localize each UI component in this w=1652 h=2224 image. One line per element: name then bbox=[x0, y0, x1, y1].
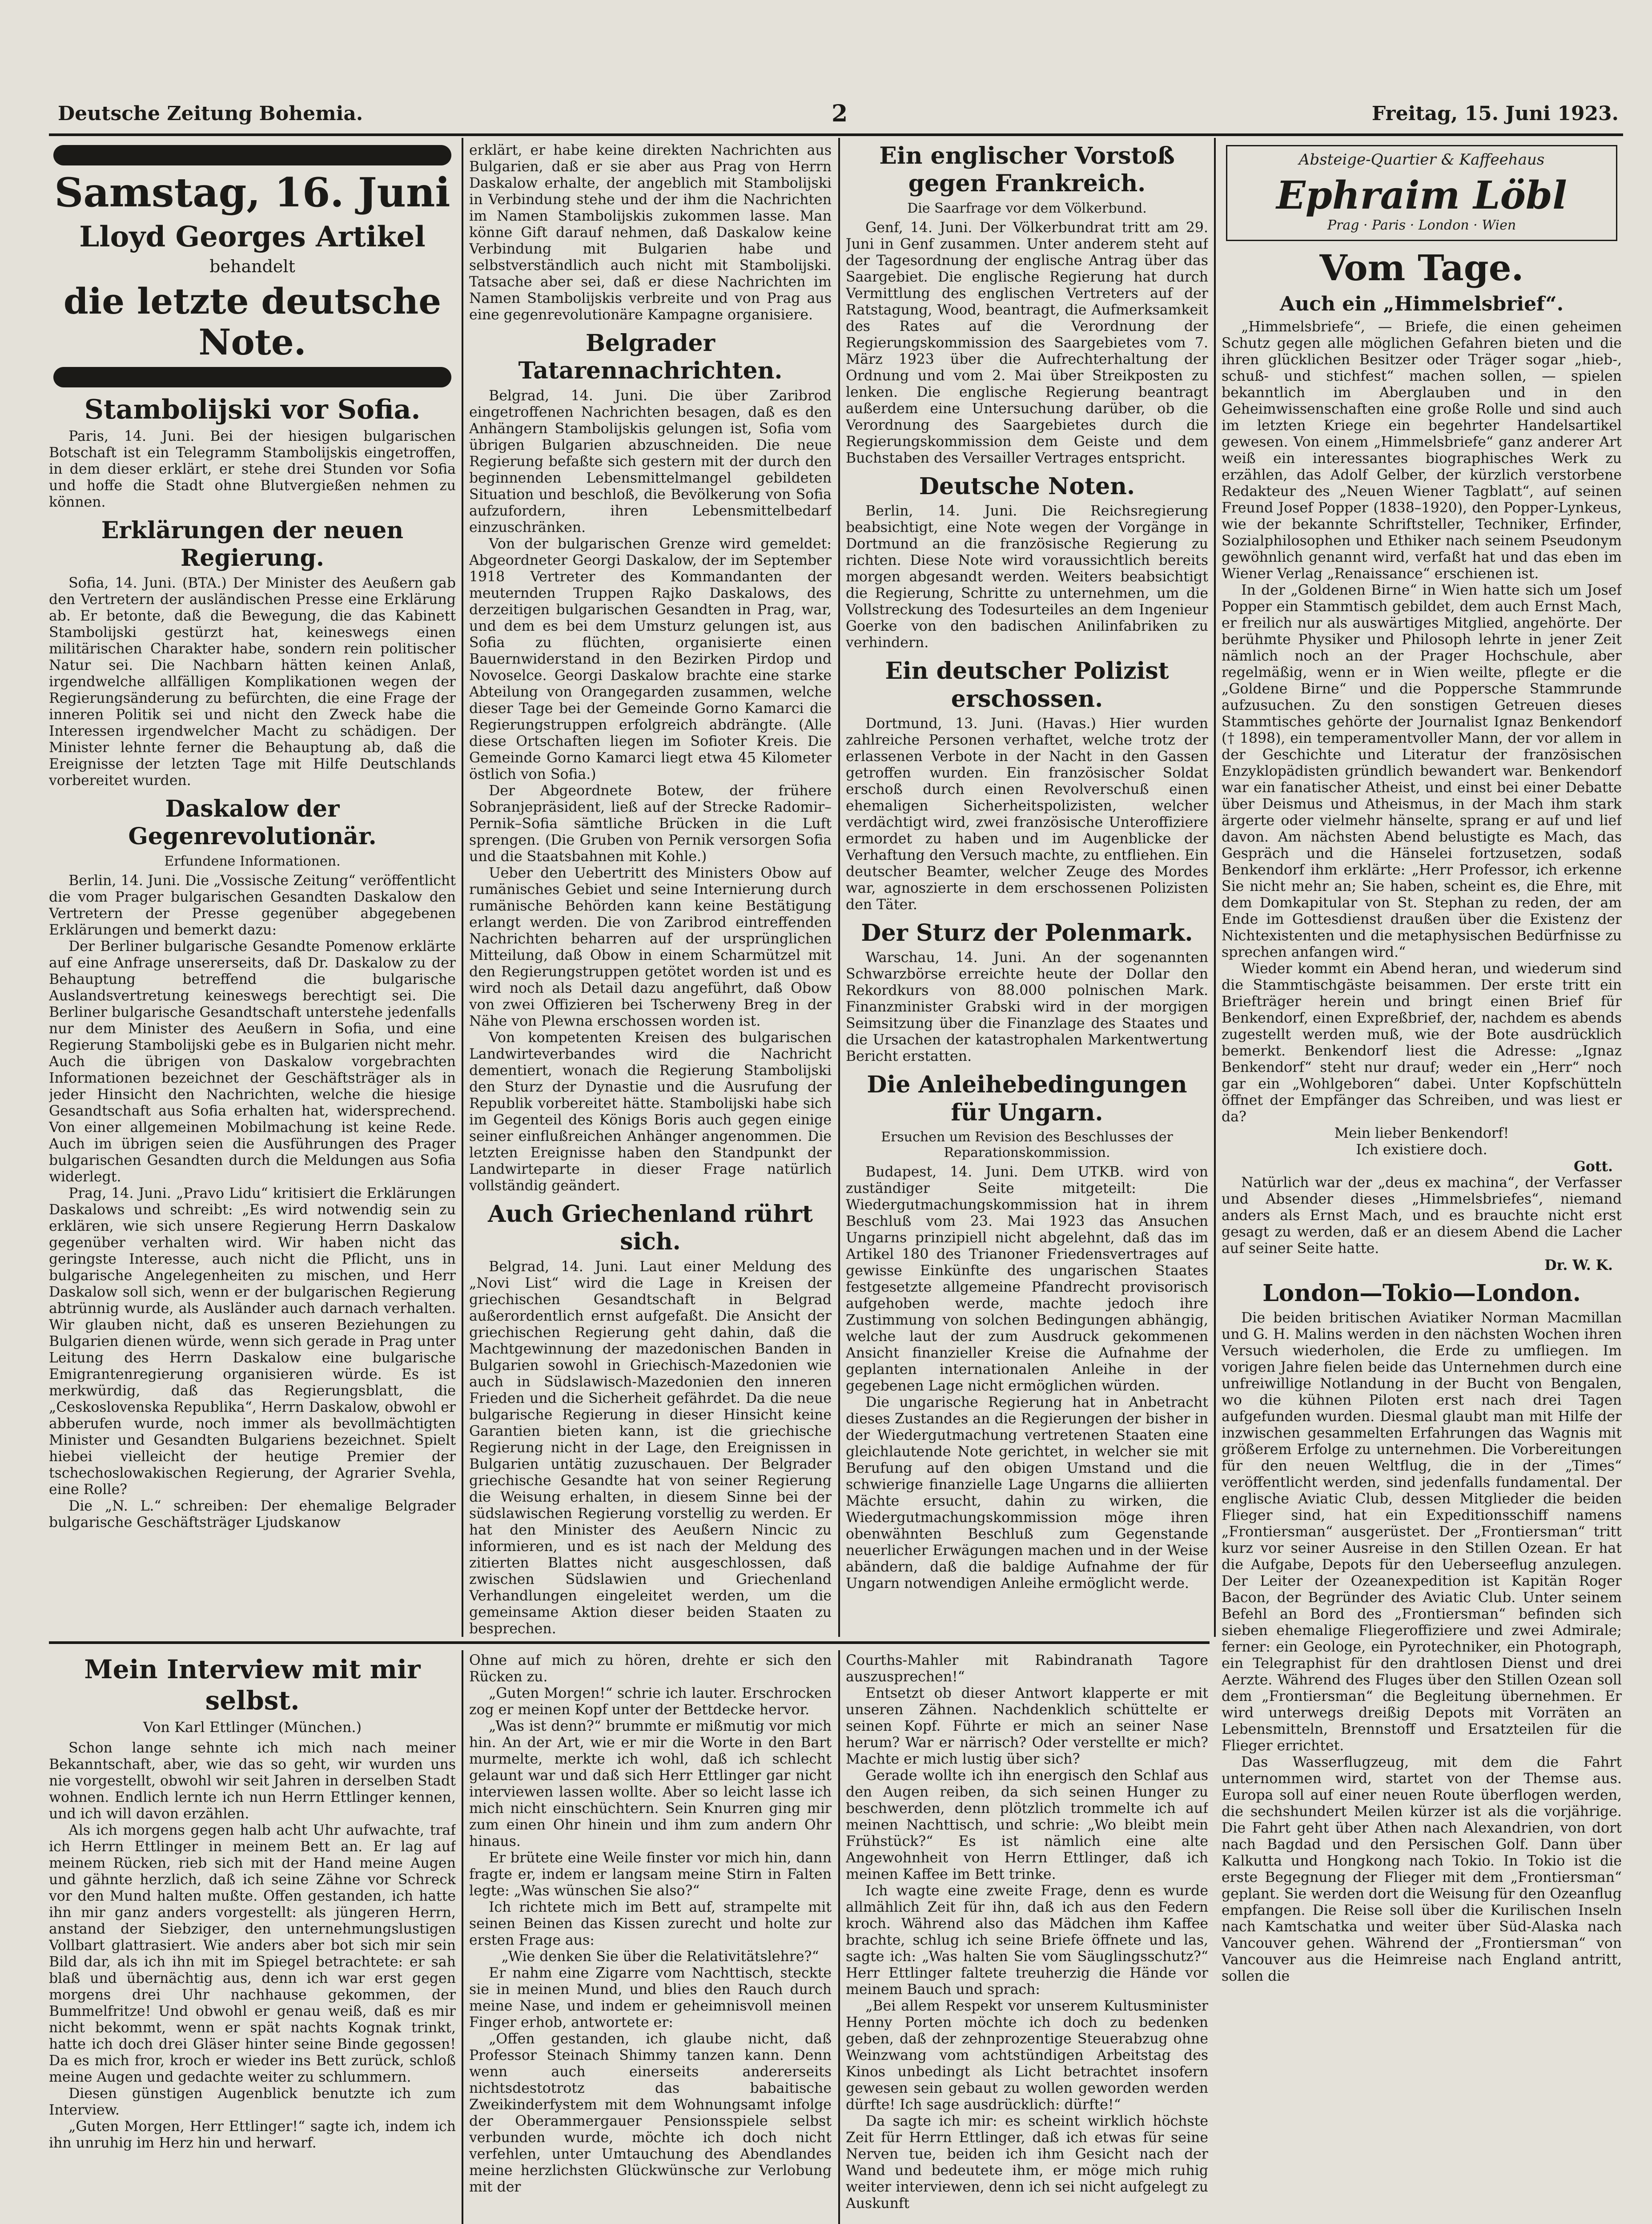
feuilleton-paragraph: Er brütete eine Weile finster vor mich hin, dann fragte er, indem er langsam meine Stirn in Falten legte: „Was wünschen Sie also?“ bbox=[469, 1850, 832, 1899]
decorative-bar bbox=[53, 145, 451, 165]
masthead bbox=[49, 85, 1623, 136]
letter-signature: Gott. bbox=[1574, 1158, 1613, 1175]
ad-tagline: Absteige-Quartier & Kaffeehaus bbox=[1298, 151, 1545, 169]
feuilleton-paragraph: „Bei allem Respekt vor unserem Kultusminister Henny Porten möchte ich doch zu bedenken geben, daß der zehnprozentige Steuerabzug ohne Weinzwang vom achtstündigen Arbeitstag des Kinos unbedingt als Licht betrachtet insofern gewesen sein gebaut zu wollen geworden werden dürfte! Ich sage ausdrücklich: dürfte!“ bbox=[846, 1998, 1208, 2113]
feuilleton-paragraph: Courths-Mahler mit Rabindranath Tagore auszusprechen!“ bbox=[846, 1652, 1208, 1685]
article-paragraph: Paris, 14. Juni. Bei der hiesigen bulgarischen Botschaft ist ein Telegramm Stambolijskis eingetroffen, in dem dieser erklärt, er stehe drei Stunden vor Sofia und hoffe die Stadt ohne Blutvergießen nehmen zu können. bbox=[49, 428, 456, 511]
paper-name: Deutsche Zeitung Bohemia. bbox=[58, 102, 363, 125]
article-paragraph: Von kompetenten Kreisen des bulgarischen Landwirteverbandes wird die Nachricht dementiert, wonach die Regierung Stambolijski den Sturz der Dynastie und die Ausrufung der Republik vorbereitet hätte. Stambolijski habe sich im Gegenteil des Königs Boris auch gegen einige seiner einflußreichen Anhänger angenommen. Die letzten Ereignisse haben den Standpunkt der Landwirteparte in dieser Frage natürlich vollständig geändert. bbox=[469, 1029, 832, 1194]
issue-date: Freitag, 15. Juni 1923. bbox=[1371, 102, 1619, 125]
feuilleton-paragraph: „Guten Morgen!“ schrie ich lauter. Erschrocken zog er meinen Kopf unter der Bettdecke hervor. bbox=[469, 1685, 832, 1718]
article-heading: Auch ein „Himmelsbrief“. bbox=[1279, 293, 1564, 315]
article-paragraph: Von der bulgarischen Grenze wird gemeldet: Abgeordneter Georgi Daskalow, der im September 1918 Vertreter des Kommandanten der meuternden Truppen Rajko Daskalows, des derzeitigen bulgarischen Gesandten in Prag, war, und dem es bei dem Umsturz gelungen ist, aus Sofia zu flüchten, organisierte einen Bauernwiderstand in den Bezirken Pirdop und Novoselce. Georgi Daskalow brachte eine starke Abteilung von Orangegarden zusammen, welche dieser Tage bei der Gemeinde Gorno Kamarci die Regierungstruppen erfolgreich abdrängte. (Alle diese Ortschaften liegen im Sofioter Kreis. Die Gemeinde Gorno Kamarci liegt etwa 45 Kilometer östlich von Sofia.) bbox=[469, 536, 832, 782]
feuilleton-column-1 bbox=[49, 1652, 456, 2224]
feuilleton-paragraph: Ich wagte eine zweite Frage, denn es wurde allmählich Zeit für ihn, daß ich aus den Federn kroch. Während also das Mädchen ihm Kaffee brachte, schlug ich seine Briefe öffnete und las, sagte ich: „Was halten Sie vom Säuglingsschutz?“ Herr Ettlinger faltete treuherzig die Hände vor meinem Bauch und sprach: bbox=[846, 1883, 1208, 1998]
article-heading: Die Anleihebedingungen für Ungarn. bbox=[867, 1071, 1187, 1126]
decorative-bar bbox=[53, 367, 451, 387]
column-rule bbox=[838, 138, 840, 1637]
feuilleton-rule bbox=[49, 1641, 1210, 1644]
date-heading: Samstag, 16. Juni bbox=[54, 169, 450, 216]
feuilleton-paragraph: Er nahm eine Zigarre vom Nachttisch, steckte sie in meinen Mund, und blies den Rauch durch meine Nase, und indem er geheimnisvoll meinen Finger erhob, antwortete er: bbox=[469, 1965, 832, 2031]
feuilleton-column-2 bbox=[469, 1652, 832, 2224]
article-paragraph: Die ungarische Regierung hat in Anbetracht dieses Zustandes an die Regierungen der bisher in der Wiedergutmachung vertretenen Staaten eine gleichlautende Note gerichtet, in welcher sie mit Berufung auf den obigen Umstand und die schwierige finanzielle Lage Ungarns die alliierten Mächte ersucht, dahin zu wirken, die Wiedergutmachungskommission möge ihren obenwähnten Beschluß zum Gegenstande neuerlicher Erwägungen machen und in der Weise abändern, daß die baldige Aufnahme der für Ungarn notwendigen Anleihe ermöglicht werde. bbox=[846, 1394, 1208, 1592]
feuilleton-paragraph: Gerade wollte ich ihn energisch den Schlaf aus den Augen reiben, da sich seinen Hunger zu beschwerden, denn plötzlich trommelte ich auf meinen Nachttisch, und schrie: „Wo bleibt mein Frühstück?“ Es ist nämlich eine alte Angewohnheit von Herrn Ettlinger, daß ich meinen Kaffee im Bett trinke. bbox=[846, 1768, 1208, 1882]
article-heading: Der Sturz der Polenmark. bbox=[861, 919, 1193, 947]
feuilleton-paragraph: Diesen günstigen Augenblick benutzte ich zum Interview. bbox=[49, 2086, 456, 2119]
article-paragraph: Prag, 14. Juni. „Pravo Lidu“ kritisiert die Erklärungen Daskalows und schreibt: „Es wird notwendig sein zu erklären, wie sich unsere Regierung Herrn Daskalow gegenüber verhalten wird. Wir haben nicht das geringste Interesse, auch nicht die Pflicht, uns in bulgarische Angelegenheiten zu mischen, und Herr Daskalow soll sich, wenn er der bulgarischen Regierung abtrünnig wurde, als Ausländer auch darnach verhalten. Wir glauben nicht, daß es unseren Beziehungen zu Bulgarien dienen würde, wenn sich gerade in Prag unter Leitung des Herrn Daskalow eine bulgarische Emigrantenregierung organisieren würde. Es ist merkwürdig, daß das Regierungsblatt, die „Ceskoslovenska Republika“, Herrn Daskalow, obwohl er abberufen wurde, noch immer als bevollmächtigten Minister und Gesandten Bulgariens bezeichnet. Spielt hiebei vielleicht der heutige Premier der tschechoslowakischen Regierung, der Agrarier Svehla, eine Rolle? bbox=[49, 1185, 456, 1498]
article-paragraph: Natürlich war der „deus ex machina“, der Verfasser und Absender dieses „Himmelsbriefes“, niemand anders als Ernst Mach, und es brauchte nicht erst gesagt zu werden, daß er an diesem Abend die Lacher auf seiner Seite hatte. bbox=[1222, 1174, 1622, 1257]
article-subheading: Ersuchen um Revision des Beschlusses der Reparationskommission. bbox=[881, 1129, 1173, 1161]
section-heading: Vom Tage. bbox=[1319, 247, 1524, 289]
ad-cities: Prag · Paris · London · Wien bbox=[1327, 218, 1516, 233]
article-paragraph: Warschau, 14. Juni. An der sogenannten Schwarzbörse erreichte heute der Dollar den Rekordkurs von 88.000 polnischen Mark. Finanzminister Grabski wird in der morgigen Seimsitzung über die Finanzlage des Staates und die Ursachen der katastrophalen Markentwertung Bericht erstatten. bbox=[846, 950, 1208, 1065]
feuilleton-paragraph: „Offen gestanden, ich glaube nicht, daß Professor Steinach Shimmy tanzen kann. Denn wenn auch einerseits andererseits nichtsdestotrotz das babaitische Zweikinderfystem mit dem Wohnungsamt infolge der Oberammergauer Pensionsspiele selbst verbunden wurde, möchte ich doch nicht verfehlen, unter Umtauchung des Abendlandes meine herzlichsten Glückwünsche zur Verlobung mit der bbox=[469, 2031, 832, 2195]
article-heading: Ein englischer Vorstoß gegen Frankreich. bbox=[879, 142, 1175, 197]
article-paragraph: Belgrad, 14. Juni. Laut einer Meldung des „Novi List“ wird die Lage in Kreisen der griechischen Gesandtschaft in Belgrad außerordentlich ernst aufgefaßt. Die Ansicht der griechischen Regierung geht dahin, daß die Machtgewinnung der mazedonischen Banden in Bulgarien sowohl in Griechisch-Mazedonien wie auch in Südslawisch-Mazedonien den inneren Frieden und die Sicherheit gefährdet. Da die neue bulgarische Regierung in dieser Hinsicht keine Garantien bieten kann, ist die griechische Regierung nicht in der Lage, den Ereignissen in Bulgarien untätig zuzuschauen. Der Belgrader griechische Gesandte hat von seiner Regierung die Weisung erhalten, in diesem Sinne bei der südslawischen Regierung vorstellig zu werden. Er hat den Minister des Aeußern Nincic zu informieren, und es ist nach der Meldung des zitierten Blattes nicht ausgeschlossen, daß zwischen Südslawien und Griechenland Verhandlungen eingeleitet werden, um die gemeinsame Aktion dieser beiden Staaten zu besprechen. bbox=[469, 1258, 832, 1637]
page-number: 2 bbox=[832, 100, 848, 127]
column-rule bbox=[462, 1650, 463, 2224]
article-paragraph: Das Wasserflugzeug, mit dem die Fahrt unternommen wird, startet von der Themse aus. Europa soll auf einer neuen Route überflogen werden, die sechshundert Meilen kürzer ist als die vorjährige. Die Fahrt geht über Athen nach Alexandrien, von dort nach Bagdad und den Persischen Golf. Dann über Kalkutta und Hongkong nach Tokio. In Tokio ist die erste Begegnung der Flieger mit dem „Frontiersman“ geplant. Sie werden dort die Weisung für den Ozeanflug empfangen. Die Reise soll über die Kurilischen Inseln nach Kamtschatka und weiter über Süd-Alaska nach Vancouver gehen. Während der „Frontiersman“ von Vancouver aus die Heimreise nach England antritt, sollen die bbox=[1222, 1754, 1622, 1985]
column-4 bbox=[1222, 142, 1622, 2224]
feuilleton-heading: Mein Interview mit mir selbst. bbox=[84, 1654, 421, 1716]
author-initials: Dr. W. K. bbox=[1544, 1257, 1613, 1273]
feuilleton-paragraph: „Guten Morgen, Herr Ettlinger!“ sagte ich, indem ich ihn unruhig im Herz hin und herwarf. bbox=[49, 2119, 456, 2151]
article-paragraph: Genf, 14. Juni. Der Völkerbundrat tritt am 29. Juni in Genf zusammen. Unter anderem steht auf der Tagesordnung der englische Antrag über das Saargebiet. Die englische Regierung hat durch Vermittlung des englischen Vertreters auf der Ratstagung, Wood, beantragt, die Aufmerksamkeit des Rates auf die Verordnung der Regierungskommission des Saargebietes vom 7. März 1923 über die Aufrechterhaltung der Ordnung und vom 2. Mai über Streikposten zu lenken. Die englische Regierung beantragt außerdem eine Untersuchung darüber, ob die Verordnung des Saargebietes durch die Regierungskommission dem Geiste und dem Buchstaben des Versailler Vertrages entspricht. bbox=[846, 219, 1208, 466]
feuilleton-paragraph: „Wie denken Sie über die Relativitätslehre?“ bbox=[501, 1949, 819, 1965]
column-1 bbox=[49, 142, 456, 1637]
article-paragraph: Ueber den Uebertritt des Ministers Obow auf rumänisches Gebiet und seine Internierung durch rumänische Behörden kann keine Bestätigung erlangt werden. Die von Zaribrod eintreffenden Nachrichten beharren auf der ursprünglichen Mitteilung, daß Obow in einem Scharmützel mit den Regierungstruppen getötet worden ist und es wird noch als Detail dazu angeführt, daß Obow von zwei Offizieren bei Tscherweny Breg in der Nähe von Plewna erschossen worden ist. bbox=[469, 865, 832, 1029]
article-paragraph: In der „Goldenen Birne“ in Wien hatte sich um Josef Popper ein Stammtisch gebildet, dem auch Ernst Mach, er freilich nur als auswärtiges Mitglied, angehörte. Der berühmte Physiker und Philosoph lehrte in jener Zeit nämlich noch an der Prager Hochschule, aber regelmäßig, wenn er in Wien weilte, pflegte er die „Goldene Birne“ und die Poppersche Stammrunde aufzusuchen. Zu den sonstigen Getreuen dieses Stammtisches gehörte der Journalist Ignaz Benkendorf († 1898), ein temperamentvoller Mann, der vor allem in der Geschichte und Literatur der französischen Enzyklopädisten gründlich bewandert war. Benkendorf war ein fanatischer Atheist, und einst bei einer Debatte über Deismus und Atheismus, in der Mach ihm stark ärgerte oder vielmehr hänselte, sprang er auf und lief davon. Am nächsten Abend belustigte es Mach, das Gespräch und die Hänselei fortzusetzen, sodaß Benkendorf ihm erklärte: „Herr Professor, ich erkenne Sie nicht mehr an; Sie haben, scheint es, die Ehre, mit dem Domkapitular von St. Stephan zu reden, der am Ende im Gottesdienst draußen über die Existenz der Nichtexistenten und die metaphysischen Bedürfnisse zu sprechen anfangen wird.“ bbox=[1222, 582, 1622, 960]
advertisement-logo bbox=[1226, 145, 1617, 241]
article-paragraph: Wieder kommt ein Abend heran, und wiederum sind die Stammtischgäste beisammen. Der erste tritt ein Briefträger herein und bringt einen Brief für Benkendorf, einen Expreßbrief, der, nachdem es abends zugestellt werden muß, wie der Bote ausdrücklich bemerkt. Benkendorf liest die Adresse: „Ignaz Benkendorf“ steht nur drauf; weder ein „Herr“ noch gar ein „Wohlgeboren“ dabei. Unter Kopfschütteln öffnet der Empfänger das Schreiben, und was liest er da? bbox=[1222, 960, 1622, 1125]
article-paragraph: Budapest, 14. Juni. Dem UTKB. wird von zuständiger Seite mitgeteilt: Die Wiedergutmachungskommission hat in ihrem Beschluß vom 23. Mai 1923 das Ansuchen Ungarns prinzipiell nicht abgelehnt, daß das im Artikel 180 des Trianoner Friedensvertrages auf gewisse Einkünfte des ungarischen Staates festgesetzte allgemeine Pfandrecht provisorisch aufgehoben werde, machte jedoch ihre Zustimmung von solchen Bedingungen abhängig, welche laut der zum Ausdruck gekommenen Ansicht finanzieller Kreise die Aufnahme der geplanten internationalen Anleihe in der gegebenen Lage nicht ermöglichen würden. bbox=[846, 1164, 1208, 1394]
feuilleton-author: Von Karl Ettlinger (München.) bbox=[143, 1719, 362, 1736]
feuilleton-paragraph: „Was ist denn?“ brummte er mißmutig vor mich hin. An der Art, wie er mir die Worte in den Bart murmelte, merkte ich wohl, daß ich schlecht gelaunt war und daß sich Herr Ettlinger gar nicht interviewen lassen wollte. Aber so leicht lasse ich mich nicht einschüchtern. Sein Knurren ging mir zum einen Ohr hinein und ihm zum andern Ohr hinaus. bbox=[469, 1718, 832, 1849]
letter-body: Ich existiere doch. bbox=[1356, 1141, 1487, 1158]
article-heading: Daskalow der Gegenrevolutionär. bbox=[128, 795, 377, 850]
column-rule bbox=[462, 138, 463, 1637]
article-paragraph: Berlin, 14. Juni. Die „Vossische Zeitung“ veröffentlicht die vom Prager bulgarischen Gesandten Daskalow den Vertretern der Presse gegenüber abgegebenen Erklärungen und bemerkt dazu: bbox=[49, 872, 456, 938]
article-paragraph: Dortmund, 13. Juni. (Havas.) Hier wurden zahlreiche Personen verhaftet, welche trotz der erlassenen Verbote in der Nacht in den Gassen getroffen wurden. Ein französischer Soldat erschoß durch einen Revolverschuß einen ehemaligen Sicherheitspolizisten, welcher verdächtigt wird, zwei französische Unteroffiziere ermordet zu haben und im Augenblicke der Verhaftung den Versuch machte, zu entfliehen. Ein deutscher Beamter, welcher Zeuge des Mordes war, agnoszierte in dem erschossenen Polizisten den Täter. bbox=[846, 715, 1208, 913]
article-heading: Deutsche Noten. bbox=[919, 472, 1135, 500]
feuilleton-column-3 bbox=[846, 1652, 1208, 2224]
feuilleton-paragraph: Schon lange sehnte ich mich nach meiner Bekanntschaft, aber, wie das so geht, wir wurden uns nie vorgestellt, obwohl wir seit Jahren in derselben Stadt wohnen. Endlich lernte ich nun Herrn Ettlinger kennen, und ich will davon erzählen. bbox=[49, 1740, 456, 1822]
article-subheading: Erfundene Informationen. bbox=[164, 853, 341, 869]
article-paragraph: Die beiden britischen Aviatiker Norman Macmillan und G. H. Malins werden in den nächsten Wochen ihren Versuch wiederholen, die Erde zu umfliegen. Im vorigen Jahre fielen beide das Unternehmen durch eine unfreiwillige Notlandung in der Bucht von Bengalen, wo die kühnen Piloten erst nach drei Tagen aufgefunden wurden. Diesmal glaubt man mit Hilfe der inzwischen gesammelten Erfahrungen das Wagnis mit größerem Erfolge zu unternehmen. Die Vorbereitungen für den neuen Weltflug, die in der „Times“ veröffentlicht werden, sind jedenfalls fundamental. Der englische Aviatic Club, dessen Mitglieder die beiden Flieger sind, hat ein Expeditionsschiff namens „Frontiersman“ ausgerüstet. Der „Frontiersman“ tritt kurz vor seiner Ausreise in den Stillen Ozean. Er hat die Aufgabe, Depots für den Ueberseeflug anzulegen. Der Leiter der Ozeanexpedition ist Kapitän Roger Bacon, der Begründer des Aviatic Club. Unter seinem Befehl an Bord des „Frontiersman“ befinden sich sieben ehemalige Fliegeroffiziere und zwei Admirale; ferner: ein Geologe, ein Pyrotechniker, ein Photograph, ein Telegraphist für den drahtlosen Dienst und drei Aerzte. Während des Fluges über den Stillen Ozean soll dem „Frontiersman“ die Begleitung übernehmen. Er wird unterwegs dreißig Depots mit Vorräten an Lebensmitteln, Brennstoff und Ersatzteilen für die Flieger errichtet. bbox=[1222, 1310, 1622, 1754]
column-3 bbox=[846, 142, 1208, 1637]
article-heading: Belgrader Tatarennachrichten. bbox=[518, 330, 783, 385]
feuilleton-paragraph: Da sagte ich mir: es scheint wirklich höchste Zeit für Herrn Ettlinger, daß ich etwas für seine Nerven tue, beiden ich ihm Gesicht nach der Wand und bedeutete ihm, er möge mich ruhig weiter interviewen, denn ich sei nicht aufgelegt zu Auskunft bbox=[846, 2113, 1208, 2212]
article-heading: Auch Griechenland rührt sich. bbox=[488, 1200, 813, 1256]
article-heading: Erklärungen der neuen Regierung. bbox=[101, 517, 404, 572]
article-paragraph: Der Abgeordnete Botew, der frühere Sobranjepräsident, ließ auf der Strecke Radomir–Pernik–Sofia sämtliche Brücken in die Luft sprengen. (Die Gruben von Pernik versorgen Sofia und die Staatsbahnen mit Kohle.) bbox=[469, 782, 832, 865]
article-subheading: Die Saarfrage vor dem Völkerbund. bbox=[907, 200, 1147, 216]
newspaper-page bbox=[49, 85, 1623, 2224]
article-paragraph: „Himmelsbriefe“, — Briefe, die einen geheimen Schutz gegen alle möglichen Gefahren bieten und die ihren glücklichen Besitzer oder Träger sogar „hieb-, schuß- und stichfest“ machen sollen, — spielen bekanntlich im Aberglauben und in den Geheimwissenschaften eine große Rolle und sind auch im letzten Kriege ein begehrter Handelsartikel gewesen. Von einem „Himmelsbriefe“ ganz anderer Art weiß ein interessantes biographisches Werk zu erzählen, das Adolf Gelber, der kürzlich verstorbene Redakteur des „Neuen Wiener Tagblatt“, auf seinen Freund Josef Popper (1838–1920), den Popper-Lynkeus, wie der bekannte Schriftsteller, Techniker, Erfinder, Sozialphilosophen und Ethiker nach seinem Pseudonym gewöhnlich genannt wird, verfaßt hat und das eben im Wiener Verlag „Renaissance“ erschienen ist. bbox=[1222, 318, 1622, 582]
letter-salutation: Mein lieber Benkendorf! bbox=[1334, 1125, 1509, 1141]
lead-headline-1: Lloyd Georges Artikel bbox=[79, 220, 426, 254]
feuilleton-paragraph: Entsetzt ob dieser Antwort klapperte er mit unseren Zähnen. Nachdenklich schüttelte er seinen Kopf. Führte er mich an seiner Nase herum? War er närrisch? Oder verstellte er mich? Machte er mich lustig über sich? bbox=[846, 1685, 1208, 1767]
article-heading: Stambolijski vor Sofia. bbox=[84, 394, 421, 426]
article-heading: London—Tokio—London. bbox=[1262, 1279, 1581, 1307]
column-2 bbox=[469, 142, 832, 1637]
article-heading: Ein deutscher Polizist erschossen. bbox=[885, 657, 1169, 713]
ad-name: Ephraim Löbl bbox=[1276, 173, 1567, 218]
article-paragraph: Belgrad, 14. Juni. Die über Zaribrod eingetroffenen Nachrichten besagen, daß es den Anhängern Stambolijskis gelungen ist, Sofia vom übrigen Bulgarien abzuschneiden. Die neue Regierung befaßte sich gestern mit der durch den beginnenden Lebensmittelmangel gebildeten Situation und beschloß, die Bevölkerung von Sofia aufzufordern, ihren Lebensmittelbedarf einzuschränken. bbox=[469, 387, 832, 536]
article-paragraph: Die „N. L.“ schreiben: Der ehemalige Belgrader bulgarische Geschäftsträger Ljudskanow bbox=[49, 1498, 456, 1531]
article-paragraph: erklärt, er habe keine direkten Nachrichten aus Bulgarien, daß er sie aber aus Prag von Herrn Daskalow erhalte, der angeblich mit Stambolijski in Verbindung stehe und der ihm die Nachrichten im Namen Stambolijskis zukommen lasse. Man könne Gift darauf nehmen, daß Daskalow keine Verbindung mit Bulgarien habe und selbstverständlich auch nicht mit Stambolijski. Tatsache aber sei, daß er diese Nachrichten im Namen Stambolijskis verbreite und von Prag aus eine gegenrevolutionäre Kampagne organisiere. bbox=[469, 142, 832, 323]
lead-headline-2: behandelt bbox=[209, 257, 295, 277]
feuilleton-paragraph: Als ich morgens gegen halb acht Uhr aufwachte, traf ich Herrn Ettlinger in meinem Bett an. Er lag auf meinem Rücken, rieb sich mit der Hand meine Augen und gähnte herzlich, daß ich seine Zähne vor Schreck vor den Mund halten mußte. Offen gestanden, ich hatte ihn mir ganz anders vorgestellt: als jüngeren Herrn, anstand der Siebziger, den unternehmungslustigen Vollbart glattrasiert. Wie anders aber bot sich mir sein Bild dar, als ich ihn mit im Spiegel betrachtete: er sah blaß und übernächtig aus, denn ich war erst gegen morgens drei Uhr nachhause gekommen, der Bummelfritze! Und obwohl er genau weiß, daß es mir nicht bekommt, wenn er spät nachts Kognak trinkt, hatte ich doch drei Gläser hinter seine Binde gegossen! Da es mich fror, kroch er wieder ins Bett zurück, schloß meine Augen und gedachte weiter zu schlummern. bbox=[49, 1822, 456, 2086]
feuilleton-paragraph: Ohne auf mich zu hören, drehte er sich den Rücken zu. bbox=[469, 1652, 832, 1685]
column-rule bbox=[838, 1650, 840, 2224]
column-rule bbox=[1214, 138, 1216, 1637]
feuilleton-paragraph: Ich richtete mich im Bett auf, strampelte mit seinen Beinen das Kissen zurecht und holte zur ersten Frage aus: bbox=[469, 1899, 832, 1948]
article-paragraph: Berlin, 14. Juni. Die Reichsregierung beabsichtigt, eine Note wegen der Vorgänge in Dortmund an die französische Regierung zu richten. Diese Note wird voraussichtlich bereits morgen abgesandt werden. Weiters beabsichtigt die Regierung, Schritte zu unternehmen, um die Vollstreckung des Todesurteiles an dem Ingenieur Goerke von den badischen Anilinfabriken zu verhindern. bbox=[846, 503, 1208, 651]
lead-headline-3: die letzte deutsche Note. bbox=[63, 280, 442, 363]
article-paragraph: Der Berliner bulgarische Gesandte Pomenow erklärte auf eine Anfrage unsererseits, daß Dr. Daskalow zu der Behauptung betreffend die bulgarische Auslandsvertretung keineswegs berechtigt sei. Die Berliner bulgarische Gesandtschaft unterstehe jedenfalls nur dem Minister des Aeußern in Sofia, und eine Regierung Stambolijski gebe es in Bulgarien nicht mehr. Auch die übrigen von Daskalow vorgebrachten Informationen bezeichnet der Geschäftsträger als in jeder Hinsicht den Nachrichten, welche die hiesige Gesandtschaft aus Sofia erhalten hat, widersprechend. Von einer allgemeinen Mobilmachung ist keine Rede. Auch im übrigen seien die Ausführungen des Prager bulgarischen Gesandten durch die Meldungen aus Sofia widerlegt. bbox=[49, 938, 456, 1185]
article-paragraph: Sofia, 14. Juni. (BTA.) Der Minister des Aeußern gab den Vertretern der ausländischen Presse eine Erklärung ab. Er betonte, daß die Bewegung, die das Kabinett Stambolijski gestürzt hat, keineswegs einen militärischen Charakter habe, sondern rein politischer Natur sei. Die Nachbarn hätten keinen Anlaß, irgendwelche allfälligen Komplikationen wegen der Regierungsänderung zu befürchten, die eine Frage der inneren Politik sei und nicht den Zweck habe die Interessen irgendwelcher Macht zu schädigen. Der Minister lehnte ferner die Behauptung ab, daß die Ereignisse der letzten Tage mit Hilfe Deutschlands vorbereitet wurden. bbox=[49, 575, 456, 789]
